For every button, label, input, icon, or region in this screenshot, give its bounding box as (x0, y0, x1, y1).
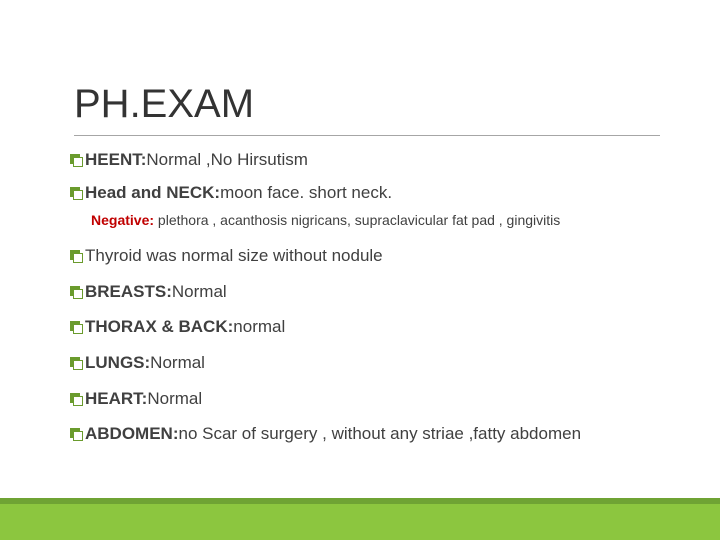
list-item-thorax-back (70, 317, 285, 337)
square-bullet-icon (70, 286, 83, 299)
list-item-breasts (70, 282, 227, 302)
negative-label: Negative: (91, 212, 155, 228)
item-text: moon face. short neck. (220, 183, 393, 202)
negative-findings (91, 211, 560, 229)
title-divider (74, 135, 660, 136)
square-bullet-icon (70, 357, 83, 370)
square-bullet-icon (70, 428, 83, 441)
square-bullet-icon (70, 393, 83, 406)
list-item-head-neck (70, 183, 392, 203)
square-bullet-icon (70, 154, 83, 167)
footer-accent-bar (0, 498, 720, 540)
list-item-thyroid (70, 246, 383, 266)
item-text: Normal (150, 353, 205, 372)
negative-text: plethora , acanthosis nigricans, supraclavicular fat pad , gingivitis (154, 212, 561, 228)
item-label: LUNGS: (85, 353, 151, 372)
item-text: normal (233, 317, 286, 336)
item-text: Normal (147, 389, 203, 408)
item-text: no Scar of surgery , without any striae ,fatty abdomen (178, 424, 582, 443)
slide-title: PH.EXAM (74, 82, 255, 126)
list-item-abdomen (70, 424, 581, 444)
footer-accent-line (0, 498, 720, 504)
item-label: BREASTS: (85, 282, 172, 301)
item-label: THORAX & BACK: (85, 317, 234, 336)
item-text: Thyroid was normal size without nodule (85, 246, 383, 265)
square-bullet-icon (70, 250, 83, 263)
item-text: Normal ,No Hirsutism (146, 150, 308, 169)
list-item-heart (70, 389, 202, 409)
item-text: Normal (171, 282, 227, 301)
item-label: HEENT: (85, 150, 147, 169)
square-bullet-icon (70, 187, 83, 200)
list-item-heent (70, 150, 308, 170)
item-label: Head and NECK: (85, 183, 221, 202)
item-label: ABDOMEN: (85, 424, 179, 443)
square-bullet-icon (70, 321, 83, 334)
list-item-lungs (70, 353, 205, 373)
item-label: HEART: (85, 389, 148, 408)
